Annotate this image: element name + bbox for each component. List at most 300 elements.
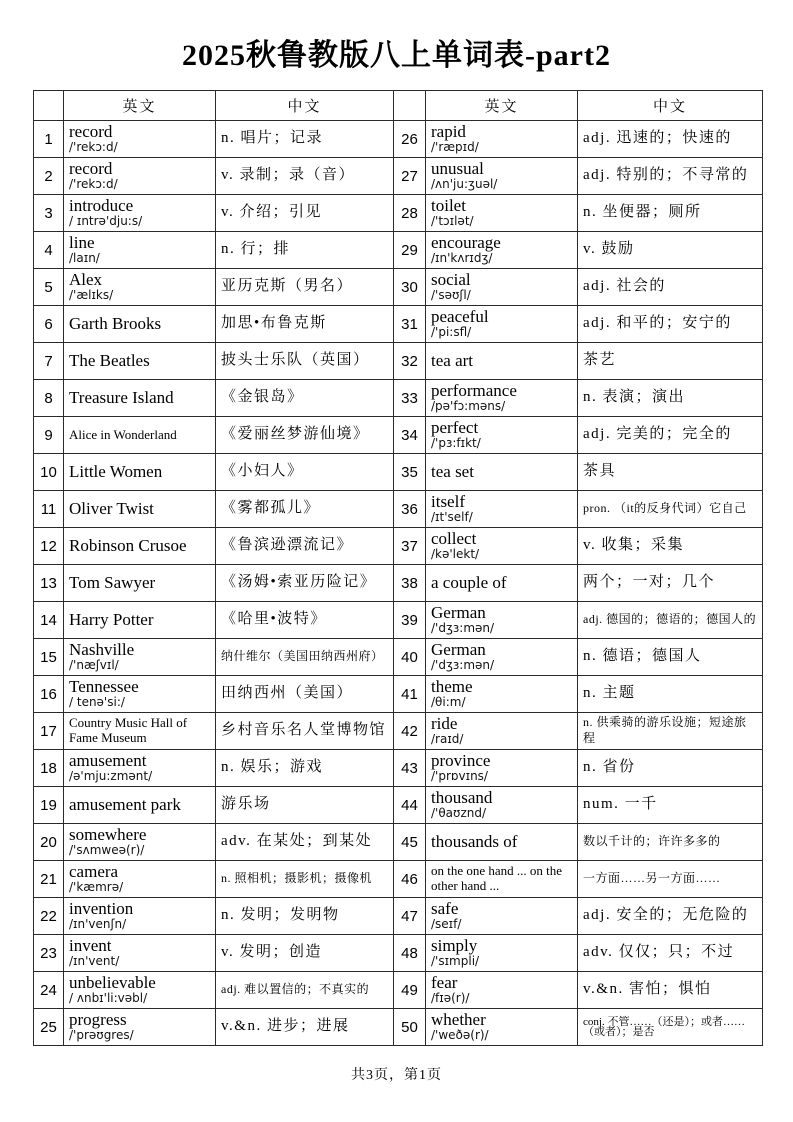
chinese-cell xyxy=(578,750,763,787)
english-word: simply xyxy=(431,936,478,956)
chinese-meaning: n. 省份 xyxy=(583,759,636,776)
chinese-cell xyxy=(216,380,394,417)
table-row xyxy=(34,195,763,232)
chinese-meaning: adj. 难以置信的；不真实的 xyxy=(221,982,370,997)
chinese-cell xyxy=(216,158,394,195)
chinese-cell xyxy=(578,639,763,676)
english-word: German xyxy=(431,640,486,660)
phonetic-transcription: /'tɔɪlət/ xyxy=(431,214,474,229)
english-cell xyxy=(426,639,578,676)
row-number-cell: 33 xyxy=(394,380,426,417)
chinese-meaning: 亚历克斯（男名） xyxy=(221,278,354,295)
english-cell xyxy=(426,121,578,158)
chinese-cell xyxy=(578,787,763,824)
row-number-cell: 30 xyxy=(394,269,426,306)
table-row xyxy=(34,306,763,343)
chinese-cell xyxy=(216,343,394,380)
chinese-cell xyxy=(578,417,763,454)
english-cell xyxy=(426,787,578,824)
table-row xyxy=(34,713,763,750)
english-word: province xyxy=(431,751,491,771)
chinese-cell xyxy=(578,676,763,713)
table-row xyxy=(34,898,763,935)
english-word: The Beatles xyxy=(69,351,150,371)
english-word: theme xyxy=(431,677,473,697)
english-word: camera xyxy=(69,862,119,882)
row-number-cell: 27 xyxy=(394,158,426,195)
english-cell xyxy=(426,1009,578,1046)
chinese-meaning: n. 发明；发明物 xyxy=(221,907,340,924)
row-number-cell: 50 xyxy=(394,1009,426,1046)
english-word: peaceful xyxy=(431,307,489,327)
english-word: ride xyxy=(431,714,458,734)
chinese-cell xyxy=(578,528,763,565)
header-num-right xyxy=(394,91,426,121)
english-cell xyxy=(64,750,216,787)
chinese-meaning: 《小妇人》 xyxy=(221,463,304,480)
chinese-cell xyxy=(216,898,394,935)
row-number-cell: 4 xyxy=(34,232,64,269)
chinese-cell xyxy=(216,491,394,528)
chinese-meaning: 《汤姆•索亚历险记》 xyxy=(221,574,377,591)
header-num-left xyxy=(34,91,64,121)
chinese-meaning: adj. 安全的；无危险的 xyxy=(583,907,749,924)
vocab-table-body xyxy=(34,121,763,1046)
table-row xyxy=(34,861,763,898)
english-cell xyxy=(64,454,216,491)
phonetic-transcription: /'ræpɪd/ xyxy=(431,140,479,155)
english-word: Harry Potter xyxy=(69,610,154,630)
chinese-meaning: adv. 仅仅；只；不过 xyxy=(583,944,735,961)
chinese-cell xyxy=(578,972,763,1009)
english-word: thousand xyxy=(431,788,493,808)
chinese-meaning: 《爱丽丝梦游仙境》 xyxy=(221,426,370,443)
chinese-cell xyxy=(578,306,763,343)
chinese-meaning: 《雾都孤儿》 xyxy=(221,500,321,517)
chinese-meaning: n. 德语；德国人 xyxy=(583,648,702,665)
english-word: Country Music Hall of Fame Museum xyxy=(69,715,188,745)
chinese-cell xyxy=(578,121,763,158)
english-cell xyxy=(64,269,216,306)
chinese-meaning: adv. 在某处；到某处 xyxy=(221,833,373,850)
row-number-cell: 29 xyxy=(394,232,426,269)
table-row xyxy=(34,935,763,972)
row-number-cell: 24 xyxy=(34,972,64,1009)
phonetic-transcription: /'sʌmweə(r)/ xyxy=(69,843,145,858)
english-word: Treasure Island xyxy=(69,388,174,408)
phonetic-transcription: /'rekɔ:d/ xyxy=(69,140,118,155)
english-word: Robinson Crusoe xyxy=(69,536,187,556)
row-number-cell: 25 xyxy=(34,1009,64,1046)
table-row xyxy=(34,269,763,306)
chinese-cell xyxy=(578,491,763,528)
chinese-cell xyxy=(216,528,394,565)
english-cell xyxy=(426,306,578,343)
phonetic-transcription: /θi:m/ xyxy=(431,695,466,710)
english-word: line xyxy=(69,233,95,253)
chinese-meaning: 一方面……另一方面…… xyxy=(583,871,721,886)
english-cell xyxy=(426,269,578,306)
chinese-meaning: adj. 迅速的；快速的 xyxy=(583,130,732,147)
row-number-cell: 34 xyxy=(394,417,426,454)
english-word: Tom Sawyer xyxy=(69,573,156,593)
english-cell xyxy=(64,343,216,380)
english-word: encourage xyxy=(431,233,501,253)
english-cell xyxy=(64,565,216,602)
chinese-cell xyxy=(216,232,394,269)
phonetic-transcription: /ə'mju:zmənt/ xyxy=(69,769,153,784)
row-number-cell: 44 xyxy=(394,787,426,824)
chinese-meaning: 《金银岛》 xyxy=(221,389,304,406)
phonetic-transcription: /'næʃvɪl/ xyxy=(69,658,119,673)
english-word: a couple of xyxy=(431,573,507,593)
english-word: perfect xyxy=(431,418,479,438)
row-number-cell: 22 xyxy=(34,898,64,935)
row-number-cell: 43 xyxy=(394,750,426,787)
row-number-cell: 39 xyxy=(394,602,426,639)
english-cell xyxy=(426,195,578,232)
phonetic-transcription: /ɪt'self/ xyxy=(431,510,473,525)
phonetic-transcription: /pə'fɔ:məns/ xyxy=(431,399,506,414)
chinese-meaning: 田纳西州（美国） xyxy=(221,685,354,702)
row-number-cell: 5 xyxy=(34,269,64,306)
phonetic-transcription: /'θaʊznd/ xyxy=(431,806,487,821)
table-row xyxy=(34,380,763,417)
chinese-cell xyxy=(216,195,394,232)
phonetic-transcription: / ɪntrə'dju:s/ xyxy=(69,214,143,229)
english-cell xyxy=(64,676,216,713)
table-row xyxy=(34,750,763,787)
header-chinese-left: 中文 xyxy=(216,91,394,121)
english-word: invent xyxy=(69,936,112,956)
chinese-cell xyxy=(578,824,763,861)
header-english-right: 英文 xyxy=(426,91,578,121)
row-number-cell: 21 xyxy=(34,861,64,898)
table-row xyxy=(34,565,763,602)
chinese-meaning: pron. （it的反身代词）它自己 xyxy=(583,501,747,516)
english-word: Nashville xyxy=(69,640,135,660)
english-cell xyxy=(426,565,578,602)
row-number-cell: 16 xyxy=(34,676,64,713)
english-cell xyxy=(64,528,216,565)
english-cell xyxy=(426,380,578,417)
row-number-cell: 42 xyxy=(394,713,426,750)
english-cell xyxy=(426,417,578,454)
english-cell xyxy=(64,935,216,972)
phonetic-transcription: /'pi:sfl/ xyxy=(431,325,472,340)
english-word: record xyxy=(69,159,113,179)
chinese-cell xyxy=(216,417,394,454)
chinese-meaning: n. 照相机；摄影机；摄像机 xyxy=(221,871,373,886)
english-word: Garth Brooks xyxy=(69,314,162,334)
english-word: record xyxy=(69,122,113,142)
chinese-meaning: n. 主题 xyxy=(583,685,636,702)
english-word: thousands of xyxy=(431,832,518,852)
row-number-cell: 41 xyxy=(394,676,426,713)
chinese-cell xyxy=(216,750,394,787)
table-row xyxy=(34,158,763,195)
table-row xyxy=(34,417,763,454)
phonetic-transcription: /'dʒɜ:mən/ xyxy=(431,658,495,673)
row-number-cell: 15 xyxy=(34,639,64,676)
chinese-meaning: v. 录制；录（音） xyxy=(221,167,356,184)
chinese-cell xyxy=(578,158,763,195)
english-cell xyxy=(64,639,216,676)
table-row xyxy=(34,972,763,1009)
chinese-meaning: v. 介绍；引见 xyxy=(221,204,323,221)
row-number-cell: 13 xyxy=(34,565,64,602)
english-cell xyxy=(64,824,216,861)
chinese-meaning: num. 一千 xyxy=(583,796,658,813)
table-row xyxy=(34,491,763,528)
row-number-cell: 36 xyxy=(394,491,426,528)
table-row xyxy=(34,787,763,824)
row-number-cell: 3 xyxy=(34,195,64,232)
row-number-cell: 8 xyxy=(34,380,64,417)
row-number-cell: 37 xyxy=(394,528,426,565)
chinese-cell xyxy=(216,639,394,676)
chinese-cell xyxy=(578,602,763,639)
english-cell xyxy=(426,713,578,750)
phonetic-transcription: /raɪd/ xyxy=(431,732,464,747)
english-cell xyxy=(64,1009,216,1046)
row-number-cell: 49 xyxy=(394,972,426,1009)
phonetic-transcription: /laɪn/ xyxy=(69,251,100,266)
chinese-meaning: conj. 不管……（还是）；或者……（或者）；是否 xyxy=(583,1015,745,1038)
chinese-meaning: n. 表演；演出 xyxy=(583,389,686,406)
english-cell xyxy=(64,417,216,454)
table-row xyxy=(34,1009,763,1046)
table-row xyxy=(34,676,763,713)
row-number-cell: 6 xyxy=(34,306,64,343)
chinese-meaning: n. 唱片；记录 xyxy=(221,130,324,147)
chinese-meaning: 《哈里•波特》 xyxy=(221,611,327,628)
english-word: invention xyxy=(69,899,134,919)
english-cell xyxy=(426,528,578,565)
phonetic-transcription: /'rekɔ:d/ xyxy=(69,177,118,192)
english-cell xyxy=(426,454,578,491)
english-cell xyxy=(64,380,216,417)
row-number-cell: 48 xyxy=(394,935,426,972)
english-word: on the one hand ... on the other hand ... xyxy=(431,863,563,893)
page-footer: 共3页，第1页 xyxy=(351,1068,442,1083)
row-number-cell: 20 xyxy=(34,824,64,861)
chinese-cell xyxy=(216,935,394,972)
english-cell xyxy=(426,750,578,787)
english-word: introduce xyxy=(69,196,134,216)
chinese-cell xyxy=(216,1009,394,1046)
row-number-cell: 1 xyxy=(34,121,64,158)
phonetic-transcription: / tenə'si:/ xyxy=(69,695,125,710)
chinese-meaning: 披头士乐队（英国） xyxy=(221,352,370,369)
chinese-cell xyxy=(578,195,763,232)
english-word: Tennessee xyxy=(69,677,139,697)
english-cell xyxy=(64,121,216,158)
chinese-meaning: v. 发明；创造 xyxy=(221,944,323,961)
chinese-cell xyxy=(216,824,394,861)
english-cell xyxy=(64,787,216,824)
table-row xyxy=(34,343,763,380)
chinese-cell xyxy=(578,343,763,380)
chinese-cell xyxy=(216,454,394,491)
phonetic-transcription: /'weðə(r)/ xyxy=(431,1028,489,1043)
chinese-meaning: v. 收集；采集 xyxy=(583,537,685,554)
row-number-cell: 38 xyxy=(394,565,426,602)
chinese-cell xyxy=(216,121,394,158)
english-word: somewhere xyxy=(69,825,147,845)
phonetic-transcription: /seɪf/ xyxy=(431,917,462,932)
chinese-meaning: 茶具 xyxy=(583,463,617,480)
row-number-cell: 9 xyxy=(34,417,64,454)
phonetic-transcription: /'prɒvɪns/ xyxy=(431,769,488,784)
chinese-cell xyxy=(578,935,763,972)
row-number-cell: 35 xyxy=(394,454,426,491)
chinese-meaning: 《鲁滨逊漂流记》 xyxy=(221,537,354,554)
phonetic-transcription: /ɪn'vent/ xyxy=(69,954,120,969)
table-row xyxy=(34,454,763,491)
vocab-table xyxy=(33,90,763,1046)
english-word: unusual xyxy=(431,159,484,179)
english-word: German xyxy=(431,603,486,623)
row-number-cell: 47 xyxy=(394,898,426,935)
english-cell xyxy=(64,232,216,269)
chinese-cell xyxy=(578,232,763,269)
english-cell xyxy=(64,861,216,898)
chinese-cell xyxy=(216,787,394,824)
chinese-meaning: adj. 特别的；不寻常的 xyxy=(583,167,749,184)
chinese-cell xyxy=(578,898,763,935)
english-word: social xyxy=(431,270,471,290)
row-number-cell: 7 xyxy=(34,343,64,380)
chinese-cell xyxy=(216,676,394,713)
row-number-cell: 11 xyxy=(34,491,64,528)
english-cell xyxy=(426,676,578,713)
phonetic-transcription: /'dʒɜ:mən/ xyxy=(431,621,495,636)
english-cell xyxy=(426,898,578,935)
english-word: safe xyxy=(431,899,459,919)
english-cell xyxy=(426,343,578,380)
chinese-cell xyxy=(578,1009,763,1046)
row-number-cell: 18 xyxy=(34,750,64,787)
row-number-cell: 45 xyxy=(394,824,426,861)
english-cell xyxy=(426,491,578,528)
english-word: rapid xyxy=(431,122,466,142)
row-number-cell: 40 xyxy=(394,639,426,676)
english-word: fear xyxy=(431,973,458,993)
english-word: Little Women xyxy=(69,462,163,482)
phonetic-transcription: /ɪn'kʌrɪdʒ/ xyxy=(431,251,493,266)
chinese-meaning: adj. 和平的；安宁的 xyxy=(583,315,732,332)
english-word: unbelievable xyxy=(69,973,156,993)
phonetic-transcription: /ʌn'ju:ʒuəl/ xyxy=(431,177,498,192)
phonetic-transcription: /fɪə(r)/ xyxy=(431,991,470,1006)
chinese-cell xyxy=(216,602,394,639)
table-row xyxy=(34,639,763,676)
english-word: itself xyxy=(431,492,465,512)
english-word: toilet xyxy=(431,196,466,216)
row-number-cell: 23 xyxy=(34,935,64,972)
english-cell xyxy=(64,158,216,195)
english-cell xyxy=(426,602,578,639)
page-title: 2025秋鲁教版八上单词表-part2 xyxy=(182,39,611,72)
english-word: tea art xyxy=(431,351,473,371)
english-word: amusement xyxy=(69,751,147,771)
row-number-cell: 17 xyxy=(34,713,64,750)
english-cell xyxy=(64,972,216,1009)
english-word: performance xyxy=(431,381,517,401)
row-number-cell: 14 xyxy=(34,602,64,639)
chinese-cell xyxy=(578,713,763,750)
phonetic-transcription: /'sɪmpli/ xyxy=(431,954,480,969)
chinese-cell xyxy=(216,861,394,898)
chinese-cell xyxy=(216,713,394,750)
english-cell xyxy=(64,491,216,528)
phonetic-transcription: /kə'lekt/ xyxy=(431,547,480,562)
chinese-cell xyxy=(578,454,763,491)
chinese-meaning: v. 鼓励 xyxy=(583,241,635,258)
row-number-cell: 26 xyxy=(394,121,426,158)
phonetic-transcription: /'pɜ:fɪkt/ xyxy=(431,436,481,451)
english-word: Oliver Twist xyxy=(69,499,154,519)
chinese-meaning: v.&n. 害怕；惧怕 xyxy=(583,981,712,998)
chinese-cell xyxy=(216,306,394,343)
english-cell xyxy=(64,195,216,232)
english-cell xyxy=(64,898,216,935)
chinese-meaning: n. 行；排 xyxy=(221,241,291,258)
table-row xyxy=(34,824,763,861)
english-cell xyxy=(426,232,578,269)
row-number-cell: 12 xyxy=(34,528,64,565)
row-number-cell: 10 xyxy=(34,454,64,491)
phonetic-transcription: /'səʊʃl/ xyxy=(431,288,471,303)
chinese-cell xyxy=(216,565,394,602)
english-cell xyxy=(426,824,578,861)
row-number-cell: 2 xyxy=(34,158,64,195)
chinese-meaning: n. 娱乐；游戏 xyxy=(221,759,324,776)
chinese-meaning: n. 供乘骑的游乐设施；短途旅程 xyxy=(583,715,747,745)
english-cell xyxy=(426,972,578,1009)
row-number-cell: 31 xyxy=(394,306,426,343)
chinese-meaning: adj. 社会的 xyxy=(583,278,666,295)
chinese-cell xyxy=(578,565,763,602)
phonetic-transcription: /'kæmrə/ xyxy=(69,880,124,895)
english-word: progress xyxy=(69,1010,127,1030)
chinese-meaning: 茶艺 xyxy=(583,352,617,369)
phonetic-transcription: /'prəʊgres/ xyxy=(69,1028,134,1043)
chinese-meaning: v.&n. 进步；进展 xyxy=(221,1018,350,1035)
english-word: Alex xyxy=(69,270,103,290)
row-number-cell: 46 xyxy=(394,861,426,898)
chinese-cell xyxy=(578,380,763,417)
phonetic-transcription: /ɪn'venʃn/ xyxy=(69,917,127,932)
english-word: Alice in Wonderland xyxy=(69,426,177,442)
chinese-meaning: 数以千计的；许许多多的 xyxy=(583,834,721,849)
row-number-cell: 28 xyxy=(394,195,426,232)
chinese-cell xyxy=(216,972,394,1009)
phonetic-transcription: / ʌnbɪ'li:vəbl/ xyxy=(69,991,148,1006)
chinese-meaning: 游乐场 xyxy=(221,796,271,813)
english-word: collect xyxy=(431,529,477,549)
row-number-cell: 32 xyxy=(394,343,426,380)
chinese-cell xyxy=(578,269,763,306)
row-number-cell: 19 xyxy=(34,787,64,824)
chinese-meaning: adj. 完美的；完全的 xyxy=(583,426,732,443)
chinese-meaning: 乡村音乐名人堂博物馆 xyxy=(221,722,387,739)
chinese-meaning: 纳什维尔（美国田纳西州府） xyxy=(221,649,384,664)
english-cell xyxy=(64,602,216,639)
table-row xyxy=(34,121,763,158)
table-row xyxy=(34,528,763,565)
